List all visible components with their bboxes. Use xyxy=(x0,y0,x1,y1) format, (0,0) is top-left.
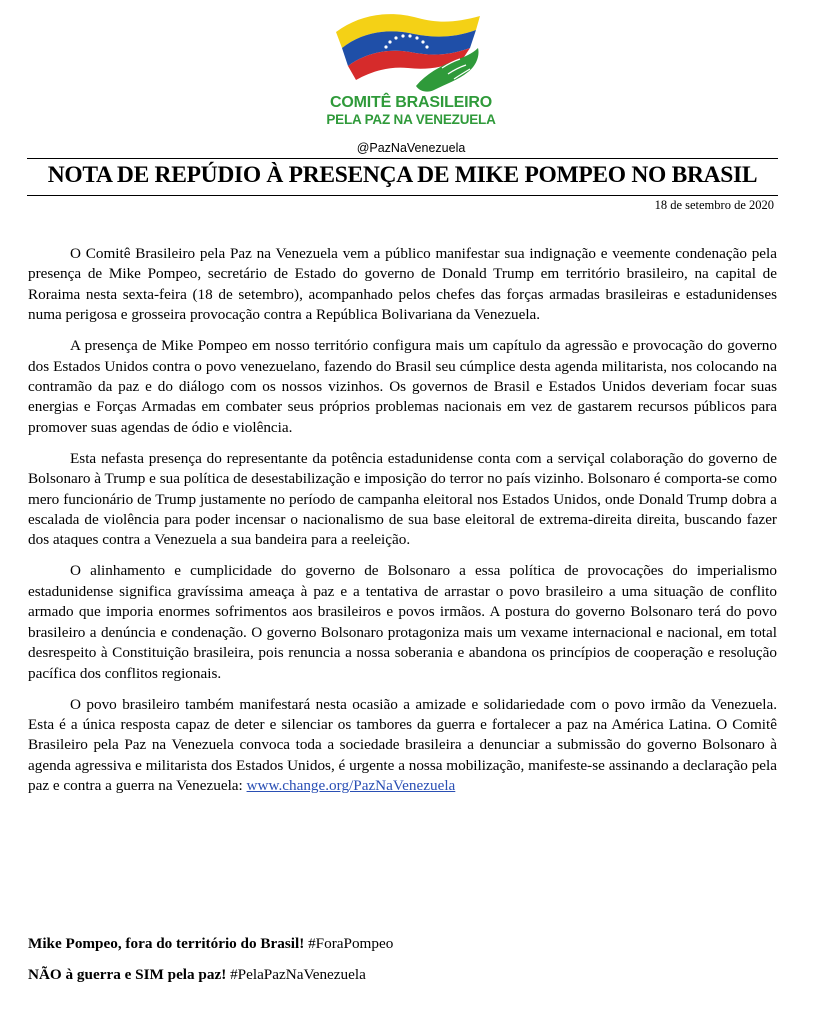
hashtag-pela-paz: #PelaPazNaVenezuela xyxy=(226,966,366,983)
committee-logo xyxy=(330,8,490,94)
document-body xyxy=(28,244,777,807)
hashtag-fora-pompeo: #ForaPompeo xyxy=(304,935,394,952)
page-title: NOTA DE REPÚDIO À PRESENÇA DE MIKE POMPEO NO BRASIL xyxy=(47,162,758,188)
title-rule-top xyxy=(27,158,778,159)
paragraph: Esta nefasta presença do representante da potência estadunidense conta com a serviçal colaboração do governo de Bolsonaro à Trump e sua política de desestabilização e imposição do terror no país vizinho. Bolsonaro é comporta-se como mero funcionário de Trump justamente no período de campanha eleitoral nos Estados Unidos, onde Donald Trump dobra a escalada de violência para poder incensar o nacionalismo de sua base eleitoral de extrema-direita direita, buscando fazer dos ataques contra a Venezuela a sua bandeira para a reeleição. xyxy=(28,449,777,549)
closing-line-1-bold: Mike Pompeo, fora do território do Brasil! xyxy=(28,935,305,952)
paragraph-last-text: O povo brasileiro também manifestará nesta ocasião a amizade e solidariedade com o povo irmão da Venezuela. Esta é a única resposta capaz de deter e silenciar os tambores da guerra e fortalecer a paz na América Latina. O Comitê Brasileiro pela Paz na Venezuela convoca toda a sociedade brasileira a denunciar a submissão do governo Bolsonaro à agenda agressiva e militarista dos Estados Unidos, é urgente a nossa mobilização, manifeste-se assinando a declaração pela paz e contra a guerra na Venezuela: xyxy=(28,695,777,795)
closing-line-2 xyxy=(28,966,777,984)
paragraph: A presença de Mike Pompeo em nosso território configura mais um capítulo da agressão e provocação do governo dos Estados Unidos contra o povo venezuelano, fazendo do Brasil seu cúmplice desta agenda militarista, nos colocando na contramão da paz e do diálogo com os nossos vizinhos. Os governos de Brasil e Estados Unidos deveriam focar suas energias e Forças Armadas em combater seus próprios problemas nacionais em vez de gastarem recursos públicos para promover suas agendas de ódio e violência. xyxy=(28,337,777,436)
paragraph: O Comitê Brasileiro pela Paz na Venezuela vem a público manifestar sua indignação e veemente condenação pela presença de Mike Pompeo, secretário de Estado do governo de Donald Trump em território brasileiro, na capital de Roraima nesta sexta-feira (18 de setembro), acompanhado pelos chefes das forças armadas brasileiras e estadunidenses numa perigosa e grosseira provocação contra a República Bolivariana da Venezuela. xyxy=(28,245,777,324)
closing-line-1 xyxy=(28,935,777,953)
paragraph: O alinhamento e cumplicidade do governo de Bolsonaro a essa política de provocações do imperialismo estadunidense significa gravíssima ameaça à paz e a tentativa de arrastar o povo brasileiro a uma situação de conflito armado que imporia enormes sofrimentos aos brasileiros e povos irmãos. A postura do governo Bolsonaro terá do povo brasileiro a denúncia e condenação. O governo Bolsonaro protagoniza mais um vexame internacional e nacional, em total desrespeito à Constituição brasileira, pois renuncia a nossa soberania e abandona os princípios de cooperação e resolução pacífica dos conflitos regionais. xyxy=(28,562,777,682)
title-rule-bottom xyxy=(27,195,778,196)
paragraph-last xyxy=(28,695,777,797)
closing-line-2-bold: NÃO à guerra e SIM pela paz! xyxy=(28,966,227,983)
document-date: 18 de setembro de 2020 xyxy=(654,198,774,212)
org-name-line1: COMITÊ BRASILEIRO xyxy=(330,94,492,111)
org-name-line2: PELA PAZ NA VENEZUELA xyxy=(326,112,496,127)
social-handle: @PazNaVenezuela xyxy=(356,141,466,155)
petition-link[interactable]: www.change.org/PazNaVenezuela xyxy=(246,777,456,795)
